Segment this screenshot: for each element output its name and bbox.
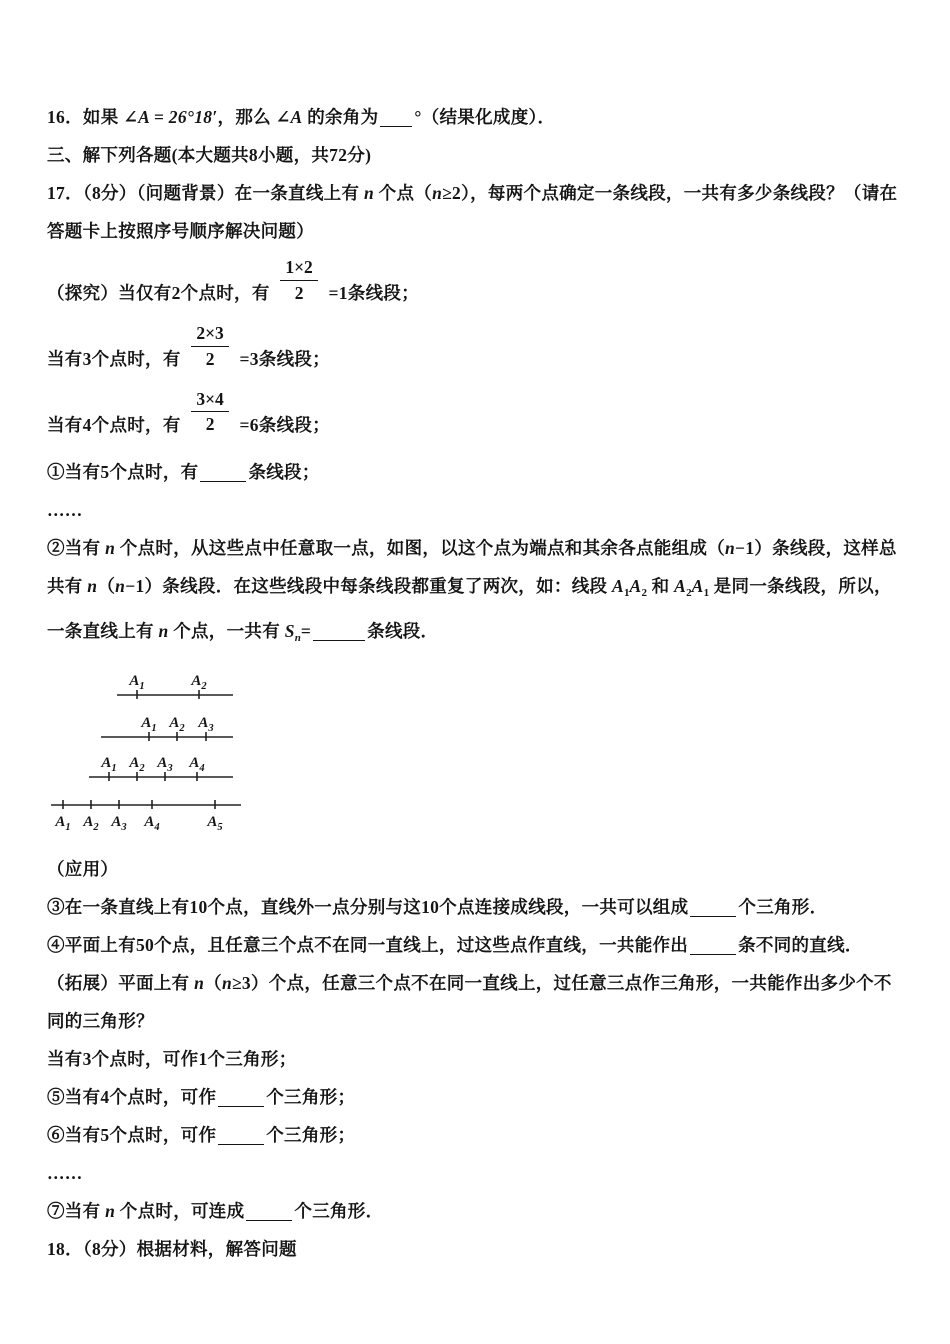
point-label: $A_5$ [207,814,223,834]
text-run: −1）条线段．在这些线段中每条线段都重复了两次，如：线段 [125,576,612,597]
item-2-general-n [47,529,905,657]
text-run: ，那么 [217,107,276,127]
fraction [280,256,317,305]
text-run: 18．（8分）根据材料，解答问题 [47,1239,297,1260]
text-run: 个三角形； [266,1087,356,1108]
text-run: （ [97,576,116,597]
text-run: 个三角形； [266,1125,356,1146]
text-run: …… [47,500,83,521]
point-label: $A_2$ [83,814,99,834]
subscript: 2 [686,587,692,600]
item-5-triangles-4-points [47,1078,905,1116]
answer-blank [690,936,736,955]
text-run: = [300,621,312,642]
text-run: °（结果化成度）． [414,107,556,127]
text-run: （应用） [47,859,119,880]
text-run: 和 [646,576,675,597]
math-variable: n [432,183,443,203]
text-run: …… [47,1163,83,1184]
text-run: （探究）当仅有2个点时，有 [47,282,275,303]
math-variable: n [105,538,116,559]
text-run: ≥3）个点，任意三个点不在同一直线上，过任意三点作三角形，一共能作出多少个不同的三角形？ [47,973,892,1032]
answer-blank [246,1202,292,1221]
fraction-denominator: 2 [205,348,215,369]
point-label: $A_1$ [101,755,117,775]
point-label: $A_2$ [129,755,145,775]
math-variable: ∠A [123,107,150,127]
point-label: $A_3$ [111,814,127,834]
answer-blank [313,622,365,641]
point-label: $A_2$ [191,673,207,693]
point-label: $A_4$ [189,755,205,775]
text-run: 当有3个点时，有 [47,348,186,369]
text-run: 个点，一共有 [168,621,285,642]
question-16 [47,98,905,136]
fraction [191,388,228,437]
math-variable: n [87,576,98,597]
text-run: 个点（ [373,183,433,203]
answer-blank [690,898,736,917]
text-run: 个三角形． [738,897,828,918]
subscript: 1 [703,587,710,600]
item-3-triangles-10-points [47,888,905,926]
text-run: =1条线段； [323,282,420,303]
text-run: 个点时，从这些点中任意取一点，如图，以这个点为端点和其余各点能组成（ [115,538,725,559]
text-run: ≥2），每两个点确定一条线段，一共有多少条线段？（请在答题卡上按照序号顺序解决问题） [47,183,898,241]
segments-figure-svg [49,665,329,835]
fraction-numerator: 1×2 [280,256,317,281]
answer-blank [218,1088,264,1107]
answer-blank [218,1126,264,1145]
math-variable: n [194,973,205,994]
math-variable: n [221,973,232,994]
math-variable: n [115,576,126,597]
application-label [47,850,905,888]
text-run: 是同一条线段，所以，一条直线上有 [47,576,892,642]
math-variable: A [691,576,704,597]
text-run: 的余角为 [302,107,379,127]
point-label: $A_3$ [198,715,214,735]
math-variable: n [105,1201,116,1222]
text-run: =6条线段； [234,414,331,435]
item-4-lines-50-points [47,926,905,964]
math-variable: n [725,538,736,559]
math-variable: ∠A [275,107,303,127]
ellipsis-1 [47,491,905,529]
triangles-3-points [47,1040,905,1078]
text-run: 条线段； [248,462,320,483]
extension-intro [47,964,905,1040]
math-variable: = 26°18′ [149,107,218,127]
subscript: 1 [623,587,630,600]
text-run: −1）条线段，这样总共有 [47,538,897,597]
fraction-numerator: 3×4 [191,388,228,413]
point-label: $A_4$ [144,814,160,834]
text-run: ③在一条直线上有10个点，直线外一点分别与这10个点连接成线段，一共可以组成 [47,897,689,918]
explore-4-points [47,388,905,444]
exam-content [47,98,905,1268]
math-variable: S [284,621,295,642]
explore-2-points [47,256,905,312]
math-variable: A [629,576,642,597]
text-run: 当有3个点时，可作1个三角形； [47,1049,297,1070]
text-run: 16．如果 [47,107,124,127]
section-3-header [47,136,905,174]
text-run: 个点时，可连成 [115,1201,245,1222]
text-run: ⑤当有4个点时，可作 [47,1087,217,1108]
text-run: ④平面上有50个点，且任意三个点不在同一直线上，过这些点作直线，一共能作出 [47,935,689,956]
question-18 [47,1230,905,1268]
text-run: 条线段． [367,621,439,642]
question-17-intro [47,174,905,250]
point-label: $A_3$ [157,755,173,775]
item-1-blank-5-points [47,453,905,491]
text-run: 条不同的直线． [738,935,863,956]
text-run: ②当有 [47,538,106,559]
point-label: $A_1$ [141,715,157,735]
math-variable: A [674,576,687,597]
text-run: （拓展）平面上有 [47,973,195,994]
item-7-triangles-n-points [47,1192,905,1230]
answer-blank [200,463,246,482]
explore-3-points [47,322,905,378]
ellipsis-2 [47,1154,905,1192]
fraction-numerator: 2×3 [191,322,228,347]
answer-blank [380,108,412,127]
fraction [191,322,228,371]
point-label: $A_2$ [169,715,185,735]
fraction-denominator: 2 [205,414,215,435]
point-label: $A_1$ [55,814,71,834]
subscript: 2 [641,587,647,600]
text-run: ⑥当有5个点时，可作 [47,1125,217,1146]
text-run: ⑦当有 [47,1201,106,1222]
text-run: 当有4个点时，有 [47,414,186,435]
math-variable: n [158,621,169,642]
math-variable: A [611,576,624,597]
segments-figure [49,665,905,840]
text-run: （ [204,973,222,994]
item-6-triangles-5-points [47,1116,905,1154]
text-run: =3条线段； [234,348,331,369]
math-variable: n [363,183,374,203]
subscript: n [294,632,301,645]
text-run: ①当有5个点时，有 [47,462,199,483]
fraction-denominator: 2 [294,282,304,303]
text-run: 17．（8分）（问题背景）在一条直线上有 [47,183,364,203]
point-label: $A_1$ [129,673,145,693]
text-run: 三、解下列各题(本大题共8小题，共72分) [47,145,372,165]
text-run: 个三角形． [294,1201,384,1222]
